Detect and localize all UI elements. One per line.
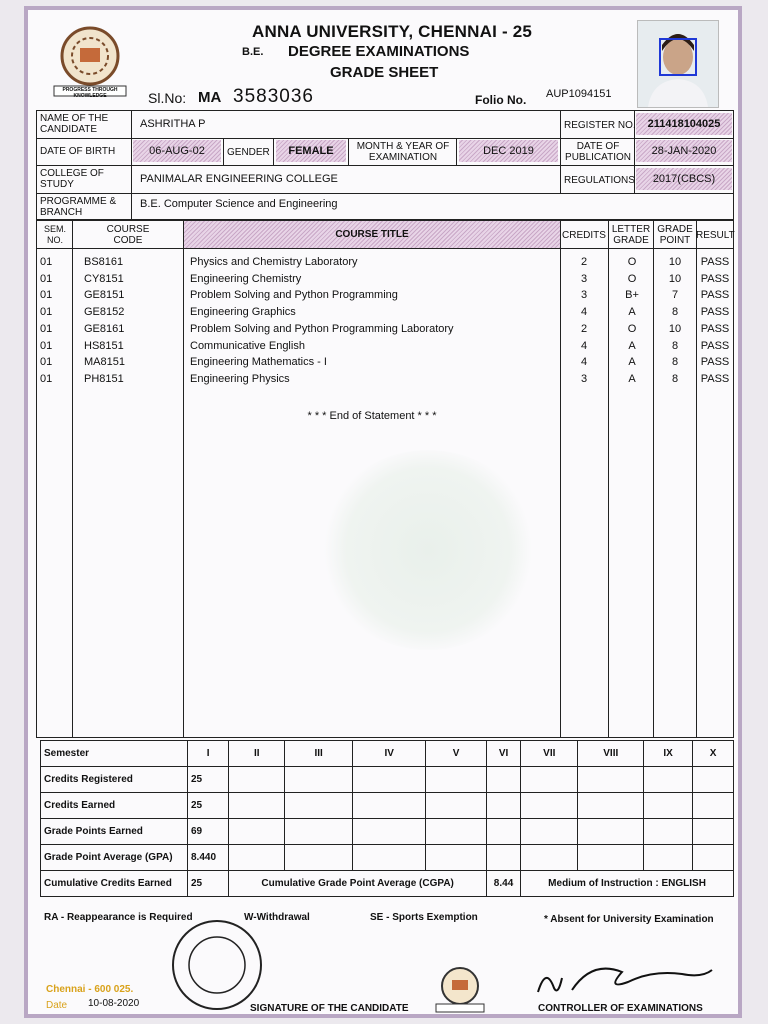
programme-value: B.E. Computer Science and Engineering xyxy=(140,198,338,210)
course-point: 10 xyxy=(668,322,682,335)
ra-note: RA - Reappearance is Required xyxy=(44,912,193,923)
credits-registered-label: Credits Registered xyxy=(41,767,188,793)
course-code: CY8151 xyxy=(84,272,124,285)
publication-label: DATE OF PUBLICATION xyxy=(565,141,631,163)
sports-note: SE - Sports Exemption xyxy=(370,912,478,923)
course-sem: 01 xyxy=(40,256,53,268)
course-title: Problem Solving and Python Programming Laboratory xyxy=(190,322,454,335)
folio-value: AUP1094151 xyxy=(546,88,612,100)
candidate-signature-label: SIGNATURE OF THE CANDIDATE xyxy=(250,1003,409,1014)
gpa-label: Grade Point Average (GPA) xyxy=(41,845,188,871)
medium-label: Medium of Instruction : ENGLISH xyxy=(521,871,734,897)
course-result: PASS xyxy=(700,339,730,352)
course-result: PASS xyxy=(700,272,730,285)
programme-label: PROGRAMME & BRANCH xyxy=(40,196,117,218)
slno-label: Sl.No: xyxy=(148,90,187,106)
course-point: 8 xyxy=(671,339,679,352)
candidate-photo xyxy=(637,20,719,108)
regulations-value: 2017(CBCS) xyxy=(636,168,732,190)
sem-5: V xyxy=(426,741,487,767)
course-code: HS8151 xyxy=(84,339,124,352)
course-code: PH8151 xyxy=(84,372,124,385)
grade-sheet xyxy=(24,6,742,1018)
register-label: REGISTER NO. xyxy=(564,120,636,131)
sem-2: II xyxy=(229,741,285,767)
sem-6: VI xyxy=(486,741,520,767)
month-value: DEC 2019 xyxy=(459,140,558,162)
gender-label: GENDER xyxy=(227,147,270,158)
dob-label: DATE OF BIRTH xyxy=(40,146,116,157)
course-sem: 01 xyxy=(40,272,53,285)
credits-earned-label: Credits Earned xyxy=(41,793,188,819)
publication-value: 28-JAN-2020 xyxy=(636,140,732,162)
course-sem: 01 xyxy=(40,339,53,352)
slno-series: MA xyxy=(198,89,222,106)
regulations-label: REGULATIONS xyxy=(564,175,635,186)
course-sem: 01 xyxy=(40,322,53,335)
course-point: 7 xyxy=(671,289,679,302)
course-grade: A xyxy=(628,339,636,352)
course-credits: 3 xyxy=(580,289,588,302)
place-text: Chennai - 600 025. xyxy=(46,984,134,995)
controller-signature-label: CONTROLLER OF EXAMINATIONS xyxy=(538,1003,703,1014)
course-result: PASS xyxy=(700,322,730,335)
col-result: RESULT xyxy=(696,230,735,241)
course-sem: 01 xyxy=(40,306,53,319)
summary-table xyxy=(40,740,734,897)
course-credits: 2 xyxy=(580,322,588,335)
college-value: PANIMALAR ENGINEERING COLLEGE xyxy=(140,173,338,185)
withdrawal-note: W-Withdrawal xyxy=(244,912,310,923)
course-point: 8 xyxy=(671,306,679,319)
sem-8: VIII xyxy=(578,741,644,767)
absent-note: * Absent for University Examination xyxy=(544,914,714,925)
course-title: Engineering Chemistry xyxy=(190,272,302,285)
col-title: COURSE TITLE xyxy=(335,229,409,240)
college-label: COLLEGE OF STUDY xyxy=(40,168,104,190)
folio-label: Folio No. xyxy=(475,93,527,107)
course-credits: 2 xyxy=(580,256,588,268)
course-grade: O xyxy=(627,272,637,285)
course-sem: 01 xyxy=(40,289,53,302)
course-code: GE8151 xyxy=(84,289,125,302)
footer-logo xyxy=(432,964,488,1014)
university-name: ANNA UNIVERSITY, CHENNAI - 25 xyxy=(252,22,533,41)
course-sem: 01 xyxy=(40,372,53,385)
name-value: ASHRITHA P xyxy=(140,118,206,130)
exam-title: DEGREE EXAMINATIONS xyxy=(288,43,470,60)
course-point: 8 xyxy=(671,356,679,369)
watermark-logo xyxy=(318,450,538,650)
dob-value: 06-AUG-02 xyxy=(133,140,221,162)
course-code: BS8161 xyxy=(84,256,124,268)
course-credits: 4 xyxy=(580,339,588,352)
course-grade: A xyxy=(628,372,636,385)
course-result: PASS xyxy=(700,289,730,302)
col-letter: LETTER GRADE xyxy=(611,224,651,246)
gp-earned-label: Grade Points Earned xyxy=(41,819,188,845)
course-title: Engineering Mathematics - I xyxy=(190,356,327,369)
month-label: MONTH & YEAR OF EXAMINATION xyxy=(356,141,450,163)
col-code: COURSE CODE xyxy=(106,224,150,246)
gp-earned-value: 69 xyxy=(188,819,229,845)
course-point: 10 xyxy=(668,272,682,285)
cgpa-value: 8.44 xyxy=(486,871,520,897)
course-point: 10 xyxy=(668,256,682,268)
course-title: Engineering Physics xyxy=(190,372,290,385)
degree-prefix: B.E. xyxy=(242,46,264,58)
credits-earned-value: 25 xyxy=(188,793,229,819)
gpa-value: 8.440 xyxy=(188,845,229,871)
col-credits: CREDITS xyxy=(562,230,606,241)
col-sem: SEM. NO. xyxy=(43,224,66,245)
course-point: 8 xyxy=(671,372,679,385)
course-grade: O xyxy=(627,256,637,268)
course-sem: 01 xyxy=(40,356,53,369)
logo-motto: PROGRESS THROUGH KNOWLEDGE xyxy=(62,87,118,99)
name-label: NAME OF THE CANDIDATE xyxy=(40,113,109,135)
slno-value: 3583036 xyxy=(233,86,314,107)
course-grade: B+ xyxy=(625,289,639,302)
semester-label: Semester xyxy=(41,741,188,767)
course-code: GE8152 xyxy=(84,306,125,319)
cgpa-label: Cumulative Grade Point Average (CGPA) xyxy=(229,871,487,897)
course-grade: A xyxy=(628,356,636,369)
course-result: PASS xyxy=(700,356,730,369)
course-credits: 3 xyxy=(580,372,588,385)
course-credits: 4 xyxy=(580,356,588,369)
course-result: PASS xyxy=(700,372,730,385)
credits-registered-value: 25 xyxy=(188,767,229,793)
course-title: Physics and Chemistry Laboratory xyxy=(190,256,358,268)
register-value: 211418104025 xyxy=(636,113,732,135)
course-grade: A xyxy=(628,306,636,319)
sem-4: IV xyxy=(353,741,426,767)
course-credits: 4 xyxy=(580,306,588,319)
course-title: Problem Solving and Python Programming xyxy=(190,289,398,302)
sem-7: VII xyxy=(521,741,578,767)
end-of-statement: * * * End of Statement * * * xyxy=(307,410,437,422)
ccredits-value: 25 xyxy=(188,871,229,897)
date-value: 10-08-2020 xyxy=(88,998,140,1009)
sem-9: IX xyxy=(644,741,693,767)
ccredits-label: Cumulative Credits Earned xyxy=(41,871,188,897)
course-title: Engineering Graphics xyxy=(190,306,296,319)
course-credits: 3 xyxy=(580,272,588,285)
sem-3: III xyxy=(285,741,353,767)
sheet-title: GRADE SHEET xyxy=(330,64,439,81)
date-label: Date xyxy=(46,1000,68,1011)
course-result: PASS xyxy=(700,256,730,268)
course-code: MA8151 xyxy=(84,356,125,369)
controller-seal xyxy=(170,918,264,1012)
course-title: Communicative English xyxy=(190,339,305,352)
course-result: PASS xyxy=(700,306,730,319)
controller-signature xyxy=(532,960,722,1000)
course-grade: O xyxy=(627,322,637,335)
sem-10: X xyxy=(693,741,734,767)
university-logo xyxy=(50,20,130,100)
course-code: GE8161 xyxy=(84,322,125,335)
col-point: GRADE POINT xyxy=(657,224,693,246)
sem-1: I xyxy=(188,741,229,767)
gender-value: FEMALE xyxy=(276,140,346,162)
